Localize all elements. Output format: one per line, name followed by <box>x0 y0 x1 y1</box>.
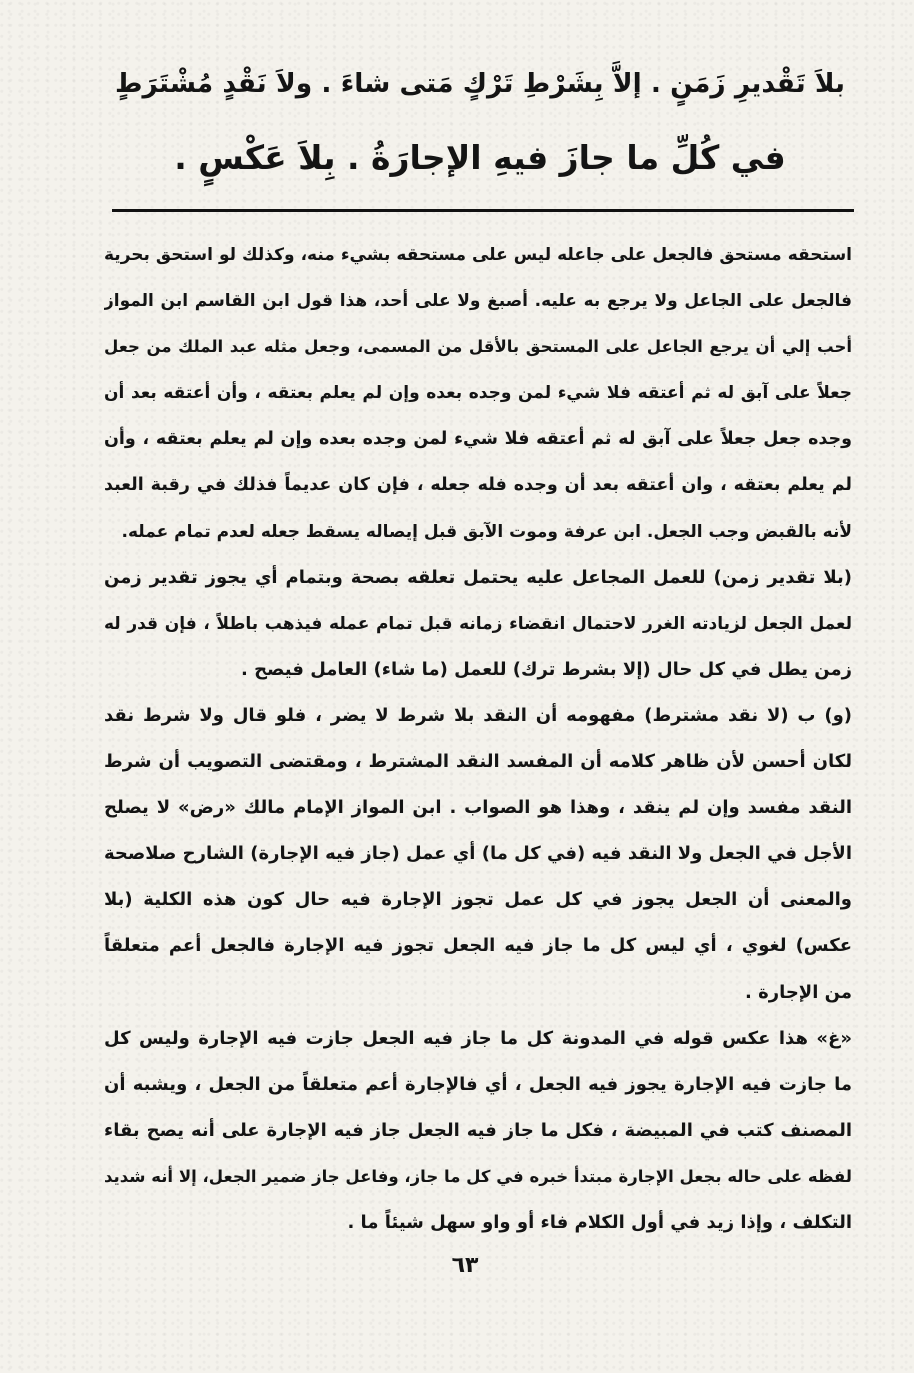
page-number: ٦٣ <box>451 1253 479 1278</box>
text-line: عكس) لغوي ، أي ليس كل ما جاز فيه الجعل تجوز فيه الإجارة فالجعل أعم متعلقاً <box>104 935 852 957</box>
text-line: (بلا تقدير زمن) للعمل المجاعل عليه يحتمل تعلقه بصحة وبتمام أي يجوز تقدير زمن <box>104 566 852 588</box>
text-line: لم يعلم بعتقه ، وان أعتقه بعد أن وجده فله جعله ، فإن كان عديماً فذلك في رقبة العبد <box>104 475 852 496</box>
text-line: لفظه على حاله بجعل الإجارة مبتدأ خبره في كل ما جاز، وفاعل جاز ضمير الجعل، إلا أنه شديد <box>104 1166 852 1186</box>
verse-line-1: بلاَ تَقْديرِ زَمَنٍ . إلاَّ بِشَرْطِ تَرْكٍ مَتى شاءَ . ولاَ نَقْدٍ مُشْتَرَطٍ <box>115 68 845 99</box>
text-line: لعمل الجعل لزيادته الغرر لاحتمال انقضاء زمانه قبل تمام عمله فيذهب باطلاً ، فإن قدر له <box>104 613 852 634</box>
text-line: جعلاً على آبق له ثم أعتقه فلا شيء لمن وجده بعده وإن لم يعلم بعتقه ، وأن أعتقه بعد أن <box>104 383 852 404</box>
text-line: النقد مفسد وإن لم ينقد ، وهذا هو الصواب . ابن المواز الإمام مالك «رض» لا يصلح <box>104 797 852 819</box>
text-line: المصنف كتب في المبيضة ، فكل ما جاز فيه الجعل جاز فيه الإجارة على أنه يصح بقاء <box>104 1119 852 1141</box>
text-line: التكلف ، وإذا زيد في أول الكلام فاء أو واو سهل شيئاً ما . <box>347 1211 852 1233</box>
text-line: الأجل في الجعل ولا النقد فيه (في كل ما) أي عمل (جاز فيه الإجارة) الشارح صلاصحة <box>104 843 852 865</box>
text-line: فالجعل على الجاعل ولا يرجع به عليه. أصبغ ولا على أحد، هذا قول ابن القاسم ابن المواز <box>104 291 852 312</box>
text-line: ما جازت فيه الإجارة يجوز فيه الجعل ، أي فالإجارة أعم متعلقاً من الجعل ، ويشبه أن <box>104 1073 852 1095</box>
text-line: والمعنى أن الجعل يجوز في كل عمل تجوز الإجارة فيه حال كون هذه الكلية (بلا <box>104 889 852 911</box>
commentary-body <box>104 232 852 1246</box>
verse-line-2: في كُلِّ ما جازَ فيهِ الإجارَةُ . بِلاَ عَكْسٍ . <box>174 138 786 177</box>
text-line: لأنه بالقبض وجب الجعل. ابن عرفة وموت الآبق قبل إيصاله يسقط جعله لعدم تمام عمله. <box>121 521 852 542</box>
text-line: أحب إلي أن يرجع الجاعل على المستحق بالأقل من المسمى، وجعل مثله عبد الملك من جعل <box>104 337 852 357</box>
divider-rule <box>112 209 854 212</box>
text-line: من الإجارة . <box>744 981 852 1003</box>
text-line: «غ» هذا عكس قوله في المدونة كل ما جاز فيه الجعل جازت فيه الإجارة وليس كل <box>104 1027 852 1049</box>
text-line: وجده جعل جعلاً على آبق له ثم أعتقه فلا شيء لمن وجده بعده وإن لم يعلم بعتقه ، وأن <box>104 429 852 450</box>
text-line: زمن يطل في كل حال (إلا بشرط ترك) للعمل (ما شاء) العامل فيصح . <box>240 658 852 680</box>
text-line: (و) ب (لا نقد مشترط) مفهومه أن النقد بلا شرط لا يضر ، فلو قال ولا شرط نقد <box>104 704 852 726</box>
text-line: لكان أحسن لأن ظاهر كلامه أن المفسد النقد المشترط ، ومقتضى التصويب أن شرط <box>104 751 852 773</box>
text-line: استحقه مستحق فالجعل على جاعله ليس على مستحقه بشيء منه، وكذلك لو استحق بحرية <box>104 245 852 265</box>
